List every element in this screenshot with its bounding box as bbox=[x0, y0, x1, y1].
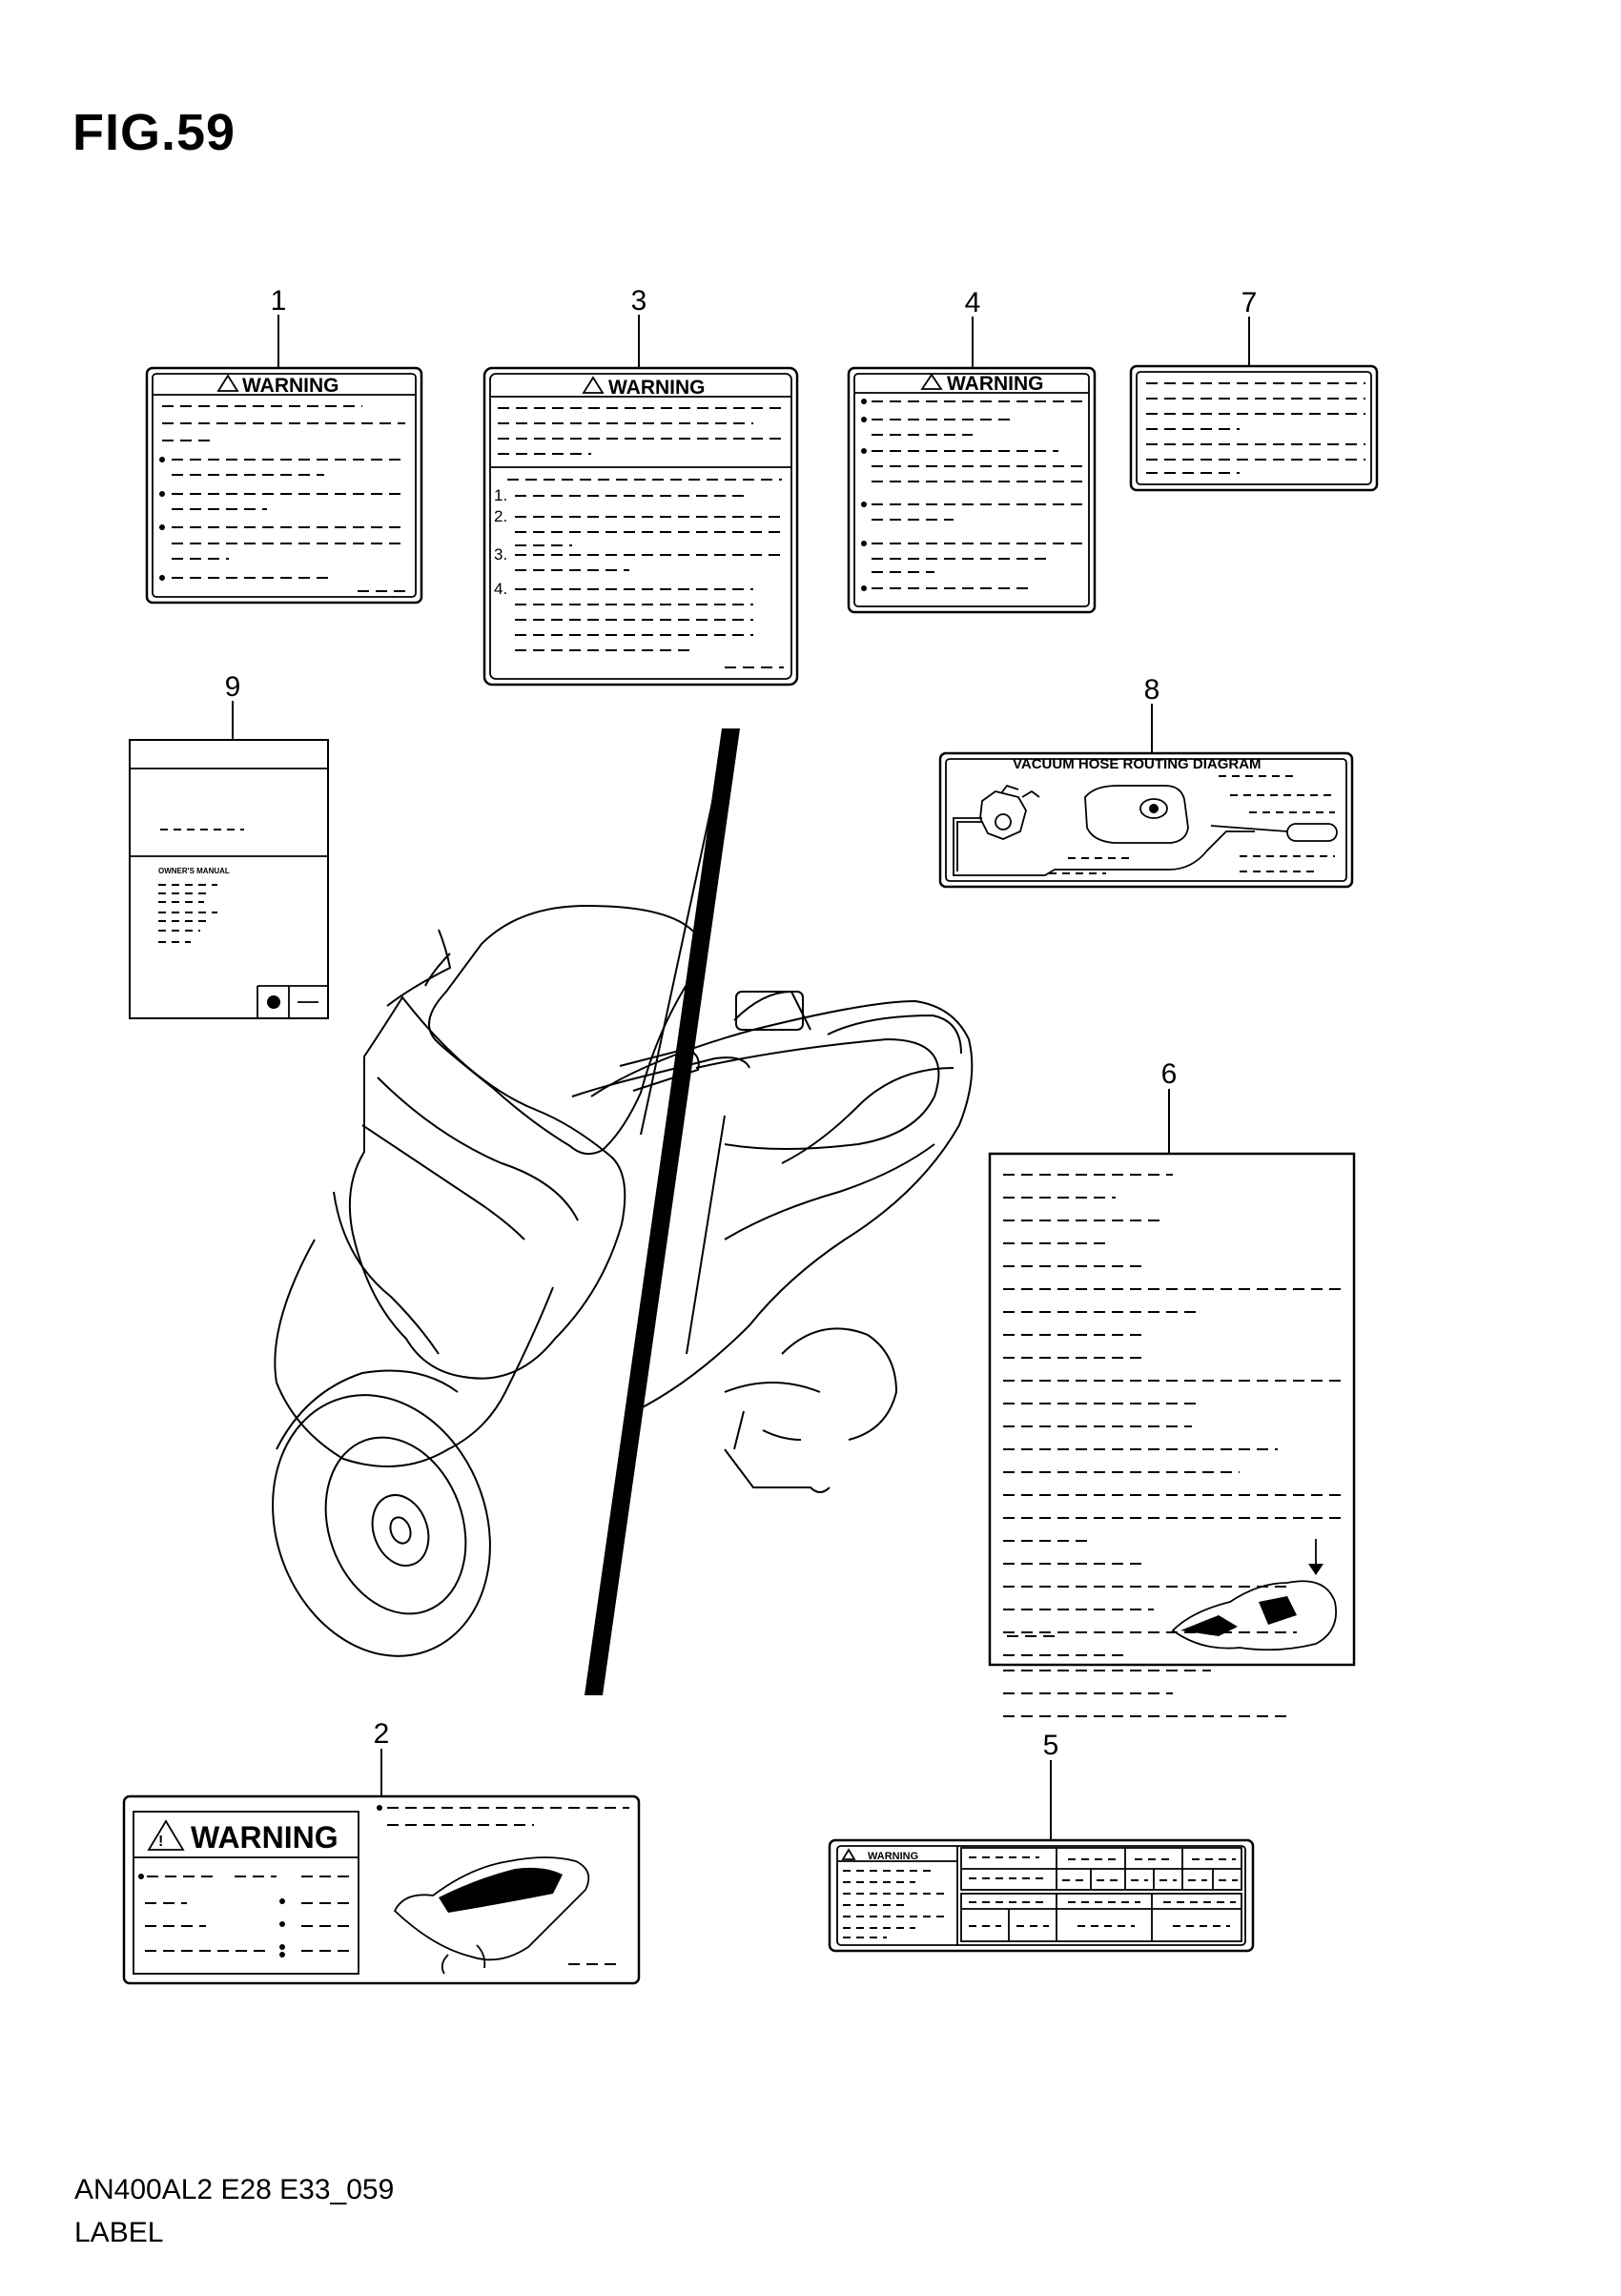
callout-5: 5 bbox=[1042, 1730, 1059, 1761]
label-2-warning-heading: WARNING bbox=[191, 1820, 339, 1855]
label-2[interactable] bbox=[124, 1718, 639, 1983]
label-7[interactable] bbox=[1131, 287, 1377, 490]
label-3-warning-heading: WARNING bbox=[608, 377, 706, 399]
label-6[interactable] bbox=[990, 1058, 1354, 1716]
figure-title: FIG.59 bbox=[72, 104, 236, 161]
label-4-warning-heading: WARNING bbox=[947, 373, 1044, 395]
callout-9: 9 bbox=[224, 671, 241, 703]
owners-manual-text: OWNER'S MANUAL bbox=[158, 867, 230, 875]
callout-8: 8 bbox=[1143, 674, 1160, 706]
list-number-1: 1. bbox=[494, 486, 508, 504]
drawing-subtitle: LABEL bbox=[74, 2217, 164, 2248]
label-4[interactable] bbox=[849, 287, 1095, 612]
callout-2: 2 bbox=[373, 1718, 390, 1750]
callout-1: 1 bbox=[270, 285, 287, 317]
list-number-3: 3. bbox=[494, 545, 508, 564]
label-3[interactable] bbox=[484, 285, 797, 685]
list-number-4: 4. bbox=[494, 580, 508, 598]
label-8[interactable] bbox=[940, 674, 1352, 887]
label-1[interactable] bbox=[147, 285, 421, 603]
callout-6: 6 bbox=[1160, 1058, 1178, 1090]
list-number-2: 2. bbox=[494, 507, 508, 525]
brand-logo-icon bbox=[267, 995, 280, 1009]
label-5[interactable] bbox=[830, 1730, 1253, 1951]
label-5-warning-heading: WARNING bbox=[868, 1851, 919, 1862]
callout-7: 7 bbox=[1241, 287, 1258, 318]
label-1-warning-heading: WARNING bbox=[242, 375, 339, 397]
label-9[interactable] bbox=[130, 671, 328, 1018]
callout-3: 3 bbox=[630, 285, 647, 317]
vacuum-diagram-title: VACUUM HOSE ROUTING DIAGRAM bbox=[1013, 756, 1262, 772]
callout-4: 4 bbox=[964, 287, 981, 318]
drawing-code: AN400AL2 E28 E33_059 bbox=[74, 2174, 395, 2205]
svg-text:!: ! bbox=[158, 1834, 164, 1850]
separator-bar bbox=[585, 728, 740, 1695]
